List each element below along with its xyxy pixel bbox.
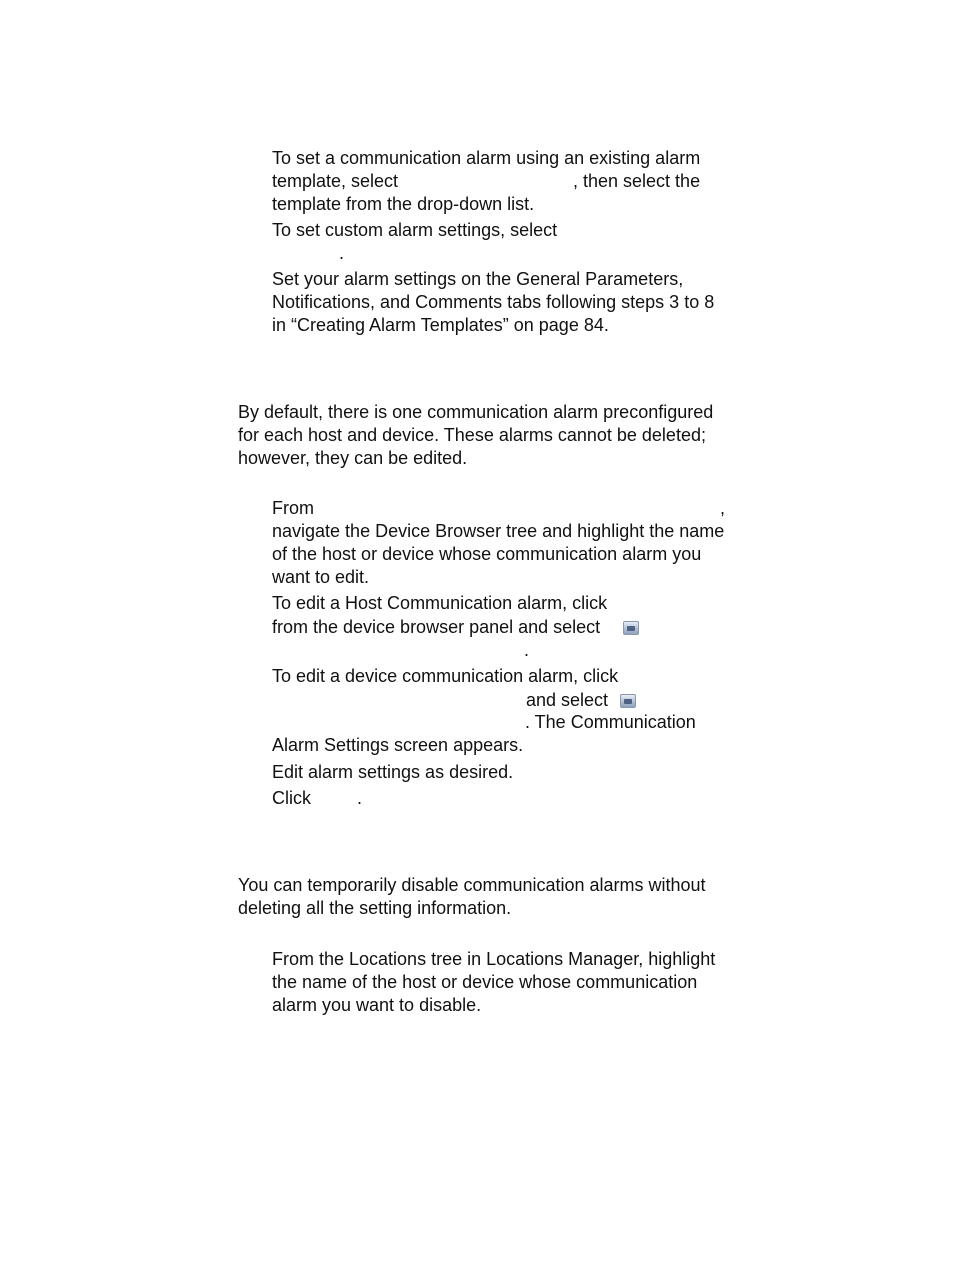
step-line: the name of the host or device whose communication bbox=[272, 972, 698, 992]
step-line: Click bbox=[272, 788, 311, 808]
step-line: From the Locations tree in Locations Manager, highlight bbox=[272, 949, 716, 969]
paragraph-line: however, they can be edited. bbox=[238, 448, 468, 468]
text-line: To set a communication alarm using an existing alarm bbox=[272, 148, 701, 168]
text-line: Notifications, and Comments tabs following steps 3 to 8 bbox=[272, 292, 715, 312]
step-line: . The Communication bbox=[525, 712, 696, 732]
paragraph-line: By default, there is one communication alarm preconfigured bbox=[238, 402, 714, 422]
text-line: template, select bbox=[272, 171, 399, 191]
step-line: of the host or device whose communication alarm you bbox=[272, 544, 702, 564]
step-line: Alarm Settings screen appears. bbox=[272, 735, 524, 755]
step-line: To edit a Host Communication alarm, click bbox=[272, 593, 608, 613]
text-line: in “Creating Alarm Templates” on page 84. bbox=[272, 315, 609, 335]
text-line: template from the drop-down list. bbox=[272, 194, 535, 214]
step-line: navigate the Device Browser tree and highlight the name bbox=[272, 521, 725, 541]
step-line: Edit alarm settings as desired. bbox=[272, 762, 514, 782]
step-line: , bbox=[720, 498, 726, 518]
alarm-settings-icon[interactable] bbox=[620, 694, 636, 708]
step-line: To edit a device communication alarm, click bbox=[272, 666, 619, 686]
step-line: alarm you want to disable. bbox=[272, 995, 482, 1015]
alarm-settings-icon[interactable] bbox=[623, 621, 639, 635]
step-line: . bbox=[524, 640, 530, 660]
step-line: and select bbox=[526, 690, 609, 710]
step-line: from the device browser panel and select bbox=[272, 617, 601, 637]
paragraph-line: You can temporarily disable communication alarms without bbox=[238, 875, 706, 895]
paragraph-line: deleting all the setting information. bbox=[238, 898, 512, 918]
step-line: want to edit. bbox=[272, 567, 370, 587]
text-line: . bbox=[339, 243, 345, 263]
step-line: . bbox=[357, 788, 363, 808]
paragraph-line: for each host and device. These alarms cannot be deleted; bbox=[238, 425, 706, 445]
step-line: From bbox=[272, 498, 314, 518]
text-line: , then select the bbox=[573, 171, 701, 191]
text-line: To set custom alarm settings, select bbox=[272, 220, 558, 240]
text-line: Set your alarm settings on the General Parameters, bbox=[272, 269, 684, 289]
